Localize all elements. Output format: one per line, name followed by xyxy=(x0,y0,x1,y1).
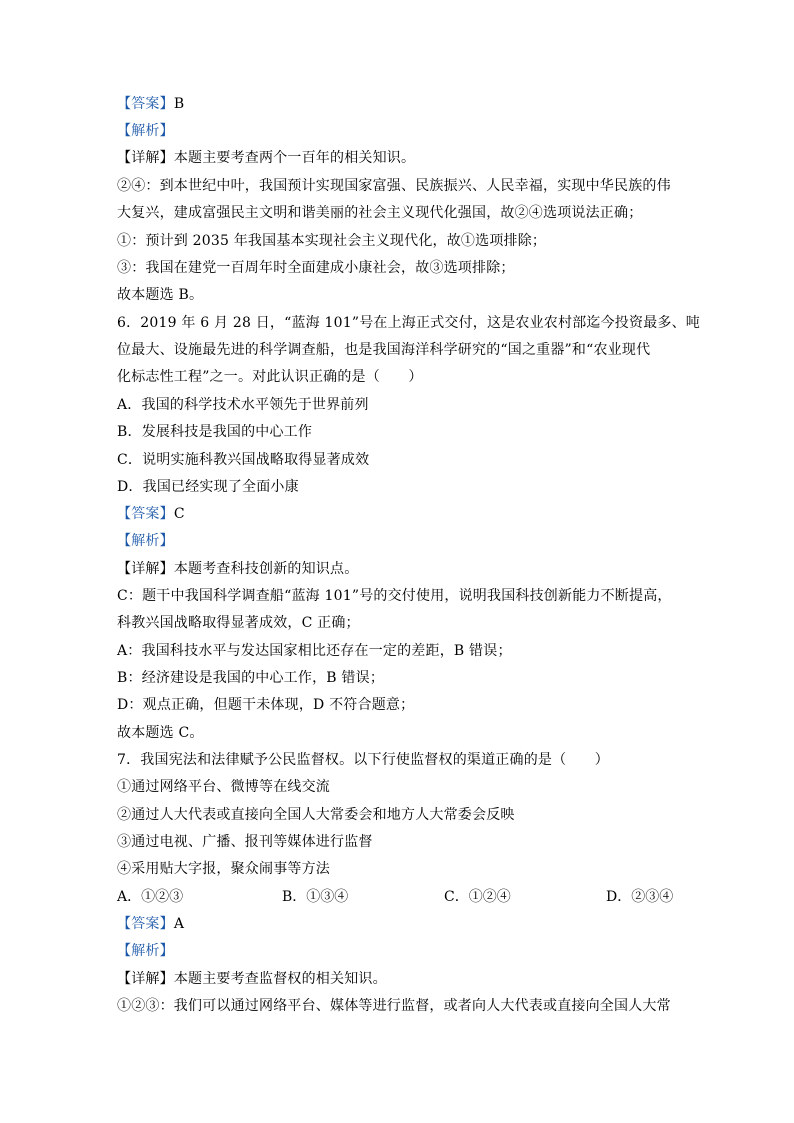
analysis-tag: 【解析】 xyxy=(117,533,174,549)
q7-answer-line xyxy=(117,914,184,934)
q5-conclusion: 故本题选 B。 xyxy=(117,287,204,303)
q7-explanation-1: ①②③：我们可以通过网络平台、媒体等进行监督，或者向人大代表或直接向全国人大常 xyxy=(117,998,671,1014)
answer-value: B xyxy=(173,96,185,112)
q6-answer-line xyxy=(117,504,185,524)
q7-item-3: ③通过电视、广播、报刊等媒体进行监督 xyxy=(117,834,373,850)
q7-detail-line xyxy=(117,969,387,989)
q6-detail-line xyxy=(117,559,358,579)
q5-explanation-3: ①：预计到 2035 年我国基本实现社会主义现代化，故①选项排除； xyxy=(117,233,547,249)
detail-tag: 【详解】 xyxy=(117,150,174,166)
q7-item-1: ①通过网络平台、微博等在线交流 xyxy=(117,779,330,795)
q5-detail-line xyxy=(117,148,415,168)
q7-option-c: C．①②④ xyxy=(444,889,511,905)
detail-text: 本题主要考查监督权的相关知识。 xyxy=(173,971,387,987)
q6-explanation-2: 科教兴国战略取得显著成效，C 正确； xyxy=(117,615,360,631)
q7-option-d: D．②③④ xyxy=(606,889,674,905)
detail-tag: 【详解】 xyxy=(117,971,174,987)
q6-explanation-4: B：经济建设是我国的中心工作，B 错误； xyxy=(117,670,385,686)
answer-value: C xyxy=(173,506,185,522)
q6-option-b: B．发展科技是我国的中心工作 xyxy=(117,424,313,440)
q6-stem-2: 位最大、设施最先进的科学调查船，也是我国海洋科学研究的“国之重器”和“农业现代 xyxy=(117,342,651,358)
q5-explanation-2: 大复兴，建成富强民主文明和谐美丽的社会主义现代化强国，故②④选项说法正确； xyxy=(117,205,643,221)
q6-option-c: C．说明实施科教兴国战略取得显著成效 xyxy=(117,452,370,468)
q6-conclusion: 故本题选 C。 xyxy=(117,725,204,741)
q6-analysis-line xyxy=(117,531,174,551)
q6-explanation-3: A：我国科技水平与发达国家相比还存在一定的差距，B 错误； xyxy=(117,643,512,659)
answer-value: A xyxy=(173,916,185,932)
q5-analysis-line xyxy=(117,121,174,141)
analysis-tag: 【解析】 xyxy=(117,123,174,139)
q7-option-b: B．①③④ xyxy=(282,889,349,905)
detail-text: 本题考查科技创新的知识点。 xyxy=(173,561,359,577)
detail-tag: 【详解】 xyxy=(117,561,174,577)
q6-explanation-5: D：观点正确，但题干未体现，D 不符合题意； xyxy=(117,697,415,713)
q7-option-a: A．①②③ xyxy=(117,889,184,905)
answer-tag: 【答案】 xyxy=(117,96,174,112)
q5-explanation-4: ③：我国在建党一百周年时全面建成小康社会，故③选项排除； xyxy=(117,260,515,276)
q6-stem-1: 6．2019 年 6 月 28 日，“蓝海 101”号在上海正式交付，这是农业农村部迄今投资最多、吨 xyxy=(117,315,700,331)
answer-tag: 【答案】 xyxy=(117,506,174,522)
q7-item-4: ④采用贴大字报，聚众闹事等方法 xyxy=(117,861,330,877)
q7-analysis-line xyxy=(117,941,174,961)
analysis-tag: 【解析】 xyxy=(117,943,174,959)
q7-item-2: ②通过人大代表或直接向全国人大常委会和地方人大常委会反映 xyxy=(117,807,515,823)
q6-option-d: D．我国已经实现了全面小康 xyxy=(117,479,299,495)
q6-stem-3: 化标志性工程”之一。对此认识正确的是（ ） xyxy=(117,369,423,385)
q5-answer-line xyxy=(117,94,184,114)
detail-text: 本题主要考查两个一百年的相关知识。 xyxy=(173,150,416,166)
q5-explanation-1: ②④：到本世纪中叶，我国预计实现国家富强、民族振兴、人民幸福，实现中华民族的伟 xyxy=(117,178,671,194)
answer-tag: 【答案】 xyxy=(117,916,174,932)
q6-option-a: A．我国的科学技术水平领先于世界前列 xyxy=(117,397,369,413)
q7-stem: 7．我国宪法和法律赋予公民监督权。以下行使监督权的渠道正确的是（ ） xyxy=(117,752,609,768)
q6-explanation-1: C：题干中我国科学调查船“蓝海 101”号的交付使用，说明我国科技创新能力不断提高， xyxy=(117,588,672,604)
